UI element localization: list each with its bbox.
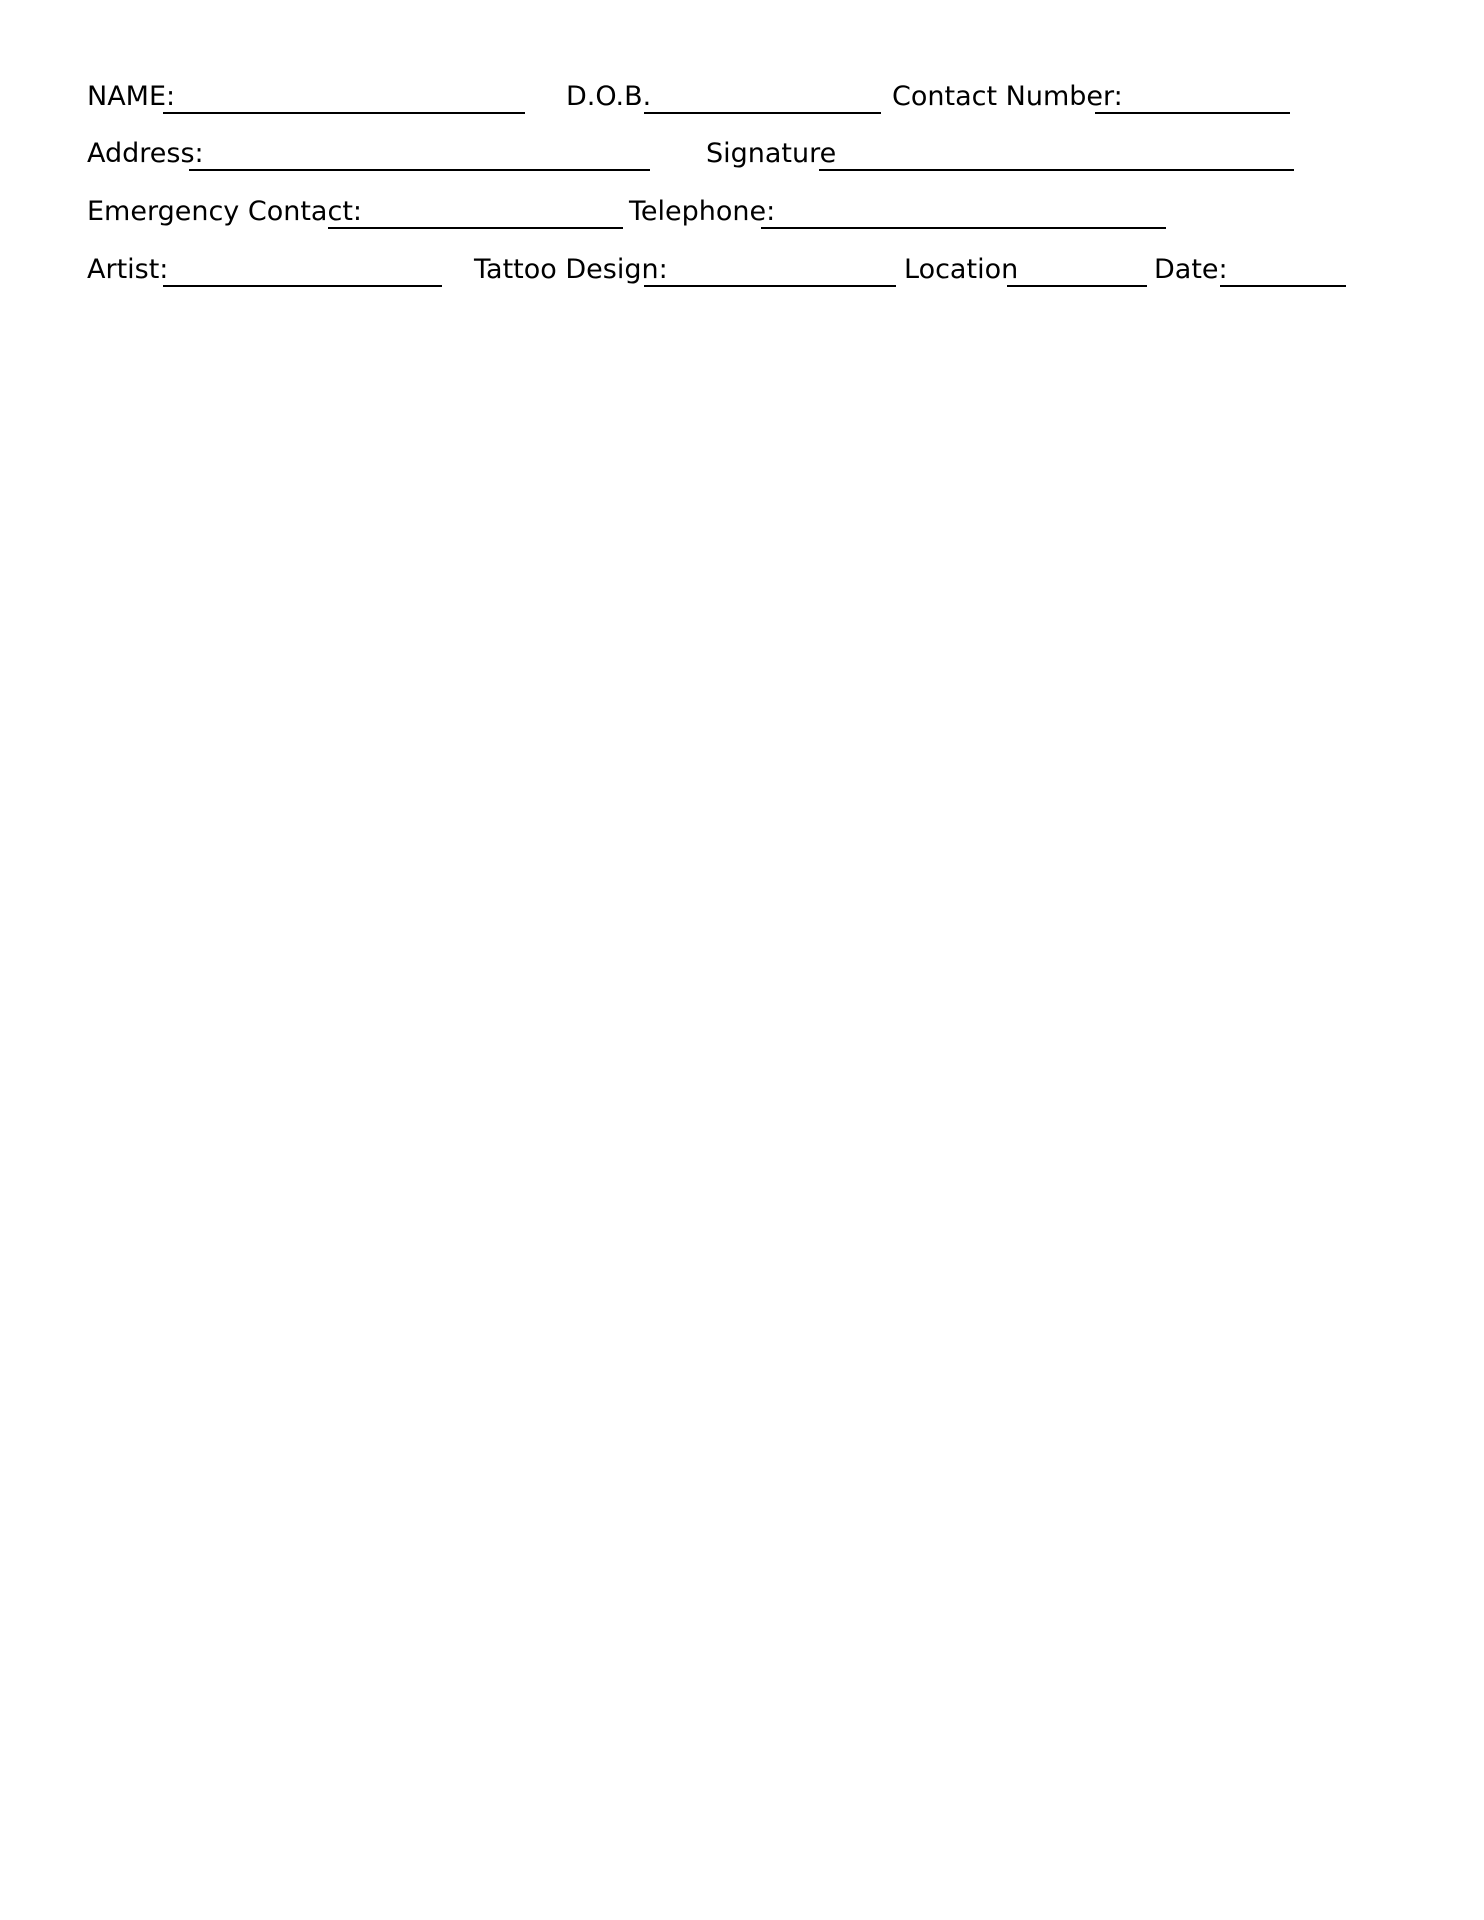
telephone-label: Telephone: [629,196,776,227]
address-field[interactable] [87,137,652,177]
form-row-personal [0,80,1484,120]
tattoo-design-blank-line[interactable] [644,285,896,287]
date-label: Date: [1154,254,1228,285]
tattoo-design-field[interactable] [474,253,898,293]
form-row-address [0,137,1484,177]
location-label: Location [904,254,1019,285]
form-row-emergency [0,195,1484,235]
name-field[interactable] [87,80,527,120]
emergency-contact-label: Emergency Contact: [87,196,363,227]
name-blank-line[interactable] [163,112,525,114]
signature-field[interactable] [706,137,1296,177]
name-label: NAME: [87,81,176,112]
address-blank-line[interactable] [189,169,650,171]
artist-label: Artist: [87,254,169,285]
address-label: Address: [87,138,204,169]
date-field[interactable] [1154,253,1348,293]
signature-blank-line[interactable] [819,169,1294,171]
contact-number-blank-line[interactable] [1095,112,1290,114]
artist-field[interactable] [87,253,444,293]
dob-blank-line[interactable] [644,112,881,114]
artist-blank-line[interactable] [163,285,442,287]
location-field[interactable] [904,253,1149,293]
emergency-contact-blank-line[interactable] [328,227,623,229]
location-blank-line[interactable] [1007,285,1147,287]
telephone-field[interactable] [629,195,1169,235]
contact-number-field[interactable] [892,80,1292,120]
emergency-contact-field[interactable] [87,195,625,235]
date-blank-line[interactable] [1220,285,1346,287]
signature-label: Signature [706,138,837,169]
dob-label: D.O.B. [566,81,652,112]
contact-number-label: Contact Number: [892,81,1123,112]
tattoo-design-label: Tattoo Design: [474,254,668,285]
form-row-tattoo [0,253,1484,293]
telephone-blank-line[interactable] [761,227,1166,229]
dob-field[interactable] [566,80,886,120]
